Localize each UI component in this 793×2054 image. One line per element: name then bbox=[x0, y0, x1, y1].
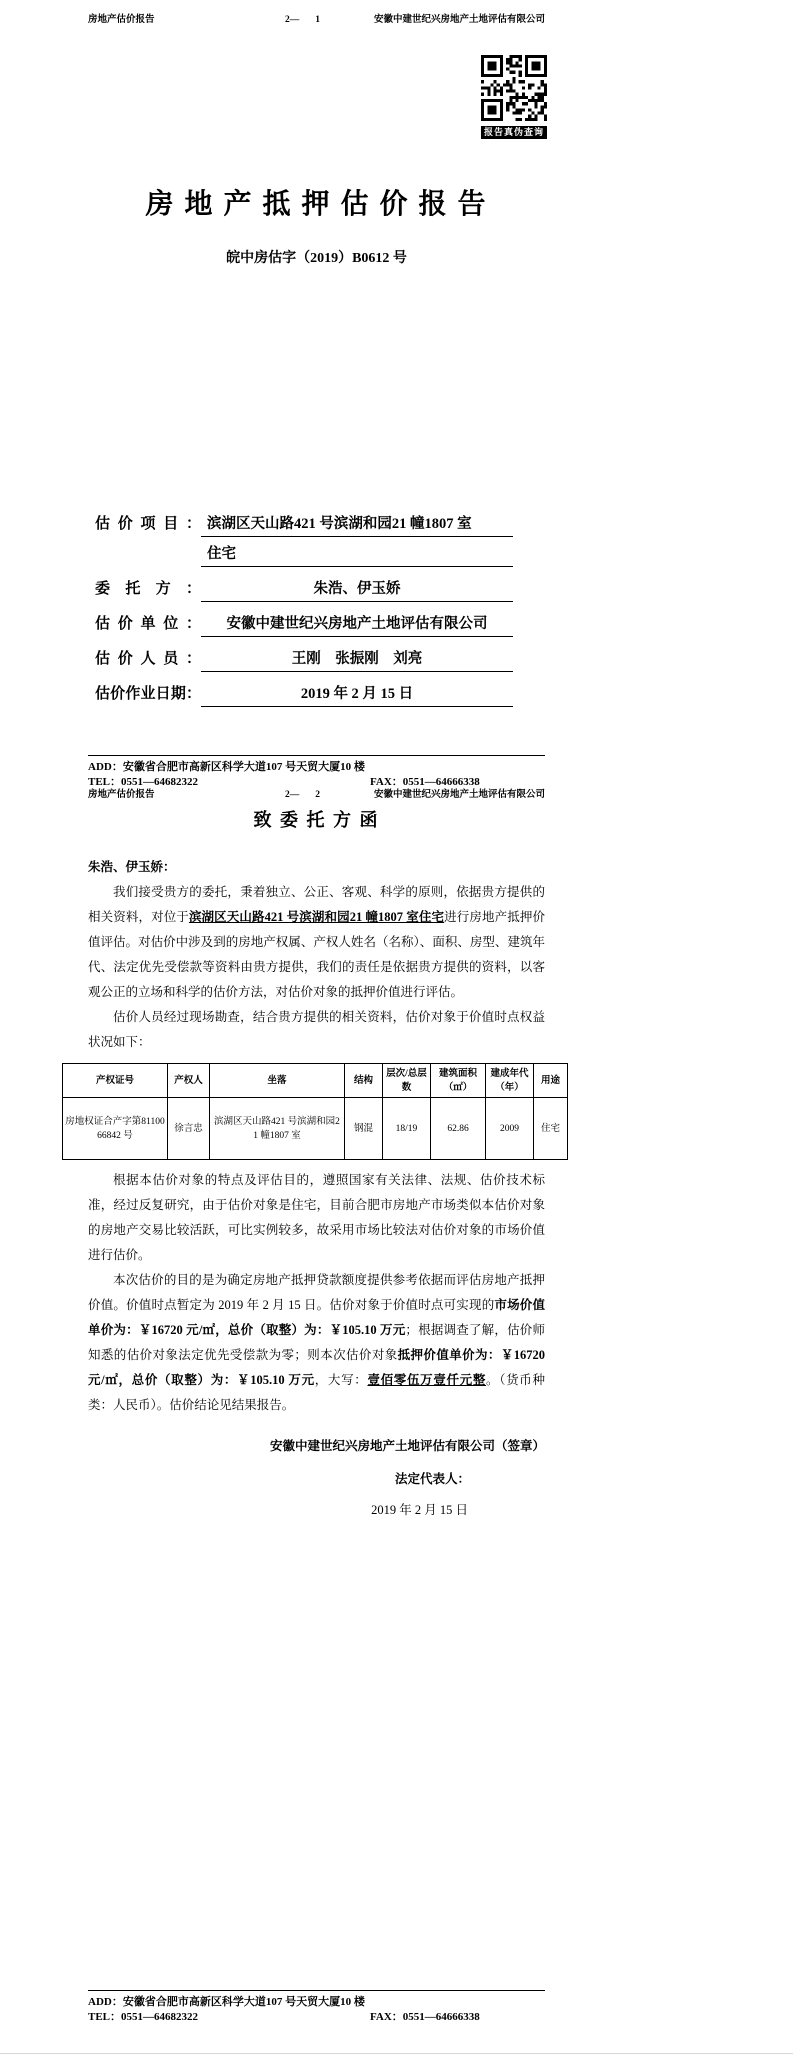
signature-legal-representative: 法定代表人： bbox=[394, 1472, 470, 1486]
field-agency-value: 安徽中建世纪兴房地产土地评估有限公司 bbox=[201, 614, 513, 637]
table-cell-year: 2009 bbox=[486, 1098, 534, 1160]
para4-mortgage-value: 抵押价值单价为：￥16720 元/㎡，总价（取整）为：￥105.10 万元 bbox=[88, 1348, 545, 1387]
para4-text: ，大写： bbox=[314, 1373, 368, 1387]
field-project-line2 bbox=[95, 544, 513, 567]
footer-contact bbox=[88, 2010, 545, 2025]
footer-tel: TEL：0551—64682322 bbox=[88, 776, 199, 788]
field-staff-label: 估价人员： bbox=[95, 651, 201, 667]
paragraph-2: 估价人员经过现场勘查，结合贵方提供的相关资料，估价对象于价值时点权益状况如下： bbox=[88, 1010, 545, 1049]
page-indicator-prefix: 2— bbox=[285, 790, 300, 800]
header-report-name: 房地产估价报告 bbox=[88, 790, 155, 800]
footer-tel: TEL：0551—64682322 bbox=[88, 2011, 199, 2023]
table-cell-usage: 住宅 bbox=[534, 1098, 568, 1160]
footer-rule bbox=[88, 755, 545, 756]
field-staff bbox=[95, 649, 513, 672]
field-client bbox=[95, 579, 513, 602]
field-spacer bbox=[95, 544, 201, 567]
page-indicator bbox=[285, 789, 320, 802]
qr-code-icon bbox=[481, 55, 547, 126]
signature-block bbox=[88, 1434, 545, 1522]
table-header-cell: 建成年代（年） bbox=[486, 1064, 534, 1098]
report-number: 皖中房估字（2019）B0612 号 bbox=[226, 251, 407, 266]
header-report-name: 房地产估价报告 bbox=[88, 15, 155, 25]
table-header-cell: 结构 bbox=[345, 1064, 383, 1098]
page2-running-header bbox=[88, 789, 545, 803]
page-number: 2 bbox=[315, 790, 320, 800]
table-header-cell: 层次/总层数 bbox=[383, 1064, 431, 1098]
table-row bbox=[63, 1098, 568, 1160]
table-header-cell: 产权人 bbox=[168, 1064, 210, 1098]
page1-footer bbox=[88, 755, 545, 790]
letter-title: 致 委 托 方 函 bbox=[253, 810, 380, 830]
para4-text: ；根据调查了解，估价师知悉的估价对象法定优先受偿款为零；则本次估价对象 bbox=[88, 1323, 545, 1362]
field-date-value: 2019 年 2 月 15 日 bbox=[201, 684, 513, 707]
footer-rule bbox=[88, 1990, 545, 1991]
table-cell-area: 62.86 bbox=[431, 1098, 486, 1160]
field-staff-value: 王刚 张振刚 刘亮 bbox=[201, 649, 513, 672]
table-cell-structure: 钢混 bbox=[345, 1098, 383, 1160]
footer-fax: FAX：0551—64666338 bbox=[370, 2011, 480, 2023]
field-project bbox=[95, 514, 513, 537]
field-project-value: 滨湖区天山路421 号滨湖和园21 幢1807 室 bbox=[201, 514, 513, 537]
field-client-label: 委托方： bbox=[95, 581, 201, 597]
signature-company: 安徽中建世纪兴房地产土地评估有限公司（签章） bbox=[269, 1439, 545, 1453]
page2-footer bbox=[88, 1990, 545, 2025]
field-agency bbox=[95, 614, 513, 637]
page-indicator bbox=[285, 14, 320, 27]
field-date bbox=[95, 684, 513, 707]
table-cell-location: 滨湖区天山路421 号滨湖和园21 幢1807 室 bbox=[210, 1098, 345, 1160]
field-project-value2: 住宅 bbox=[201, 544, 513, 567]
report-title: 房 地 产 抵 押 估 价 报 告 bbox=[145, 189, 488, 220]
footer-contact bbox=[88, 775, 545, 790]
property-rights-table bbox=[62, 1063, 568, 1160]
paragraph-1 bbox=[88, 880, 545, 1005]
table-header-row bbox=[63, 1064, 568, 1098]
page-number: 1 bbox=[315, 15, 320, 25]
para4-text: 本次估价的目的是为确定房地产抵押贷款额度提供参考依据而评估房地产抵押价值。价值时点暂定为 2019 年 2 月 15 日。估价对象于价值时点可实现的 bbox=[88, 1273, 545, 1312]
report-verification-block bbox=[481, 55, 547, 139]
table-header-cell: 坐落 bbox=[210, 1064, 345, 1098]
para4-market-value: 市场价值单价为：￥16720 元/㎡，总价（取整）为：￥105.10 万元 bbox=[88, 1298, 545, 1337]
field-project-label: 估价项目： bbox=[95, 516, 201, 532]
signature-date: 2019 年 2 月 15 日 bbox=[371, 1503, 468, 1517]
qr-caption: 报告真伪查询 bbox=[481, 126, 547, 139]
paragraph-4 bbox=[88, 1268, 545, 1418]
footer-address: ADD：安徽省合肥市高新区科学大道107 号天贸大厦10 楼 bbox=[88, 761, 365, 773]
footer-address: ADD：安徽省合肥市高新区科学大道107 号天贸大厦10 楼 bbox=[88, 1996, 365, 2008]
table-cell-owner: 徐言忠 bbox=[168, 1098, 210, 1160]
field-date-label: 估价作业日期： bbox=[95, 686, 201, 702]
paragraph-3: 根据本估价对象的特点及评估目的，遵照国家有关法律、法规、估价技术标准，经过反复研究，由于估价对象是住宅，目前合肥市房地产市场类似本估价对象的房地产交易比较活跃，可比实例较多，故采用市场比较法对估价对象的市场价值进行估价。 bbox=[88, 1173, 545, 1262]
footer-fax: FAX：0551—64666338 bbox=[370, 776, 480, 788]
letter-body bbox=[65, 855, 560, 1522]
page-indicator-prefix: 2— bbox=[285, 15, 300, 25]
table-header-cell: 产权证号 bbox=[63, 1064, 168, 1098]
header-company-name: 安徽中建世纪兴房地产土地评估有限公司 bbox=[373, 15, 545, 25]
cover-fields bbox=[95, 514, 513, 719]
para1-subject-property: 滨湖区天山路421 号滨湖和园21 幢1807 室住宅 bbox=[188, 910, 445, 924]
para4-text: 。（货币种类：人民币）。估价结论见结果报告。 bbox=[88, 1373, 545, 1412]
table-header-cell: 用途 bbox=[534, 1064, 568, 1098]
field-client-value: 朱浩、伊玉娇 bbox=[201, 579, 513, 602]
header-company-name: 安徽中建世纪兴房地产土地评估有限公司 bbox=[373, 790, 545, 800]
para1-text: 我们接受贵方的委托，秉着独立、公正、客观、科学的原则，依据贵方提供的相关资料，对位于 bbox=[88, 885, 545, 924]
para1-text: 进行房地产抵押价值评估。对估价中涉及到的房地产权属、产权人姓名（名称）、面积、房型、建筑年代、法定优先受偿款等资料由贵方提供，我们的责任是依据贵方提供的资料，以客观公正的立场和科学的估价方法，对估价对象的抵押价值进行评估。 bbox=[88, 910, 545, 999]
field-agency-label: 估价单位： bbox=[95, 616, 201, 632]
salutation: 朱浩、伊玉娇： bbox=[88, 860, 176, 874]
table-cell-certificate: 房地权证合产字第8110066842 号 bbox=[63, 1098, 168, 1160]
para4-amount-in-words: 壹佰零伍万壹仟元整 bbox=[367, 1373, 487, 1387]
table-cell-floor: 18/19 bbox=[383, 1098, 431, 1160]
table-header-cell: 建筑面积（㎡） bbox=[431, 1064, 486, 1098]
page1-running-header bbox=[88, 14, 545, 28]
